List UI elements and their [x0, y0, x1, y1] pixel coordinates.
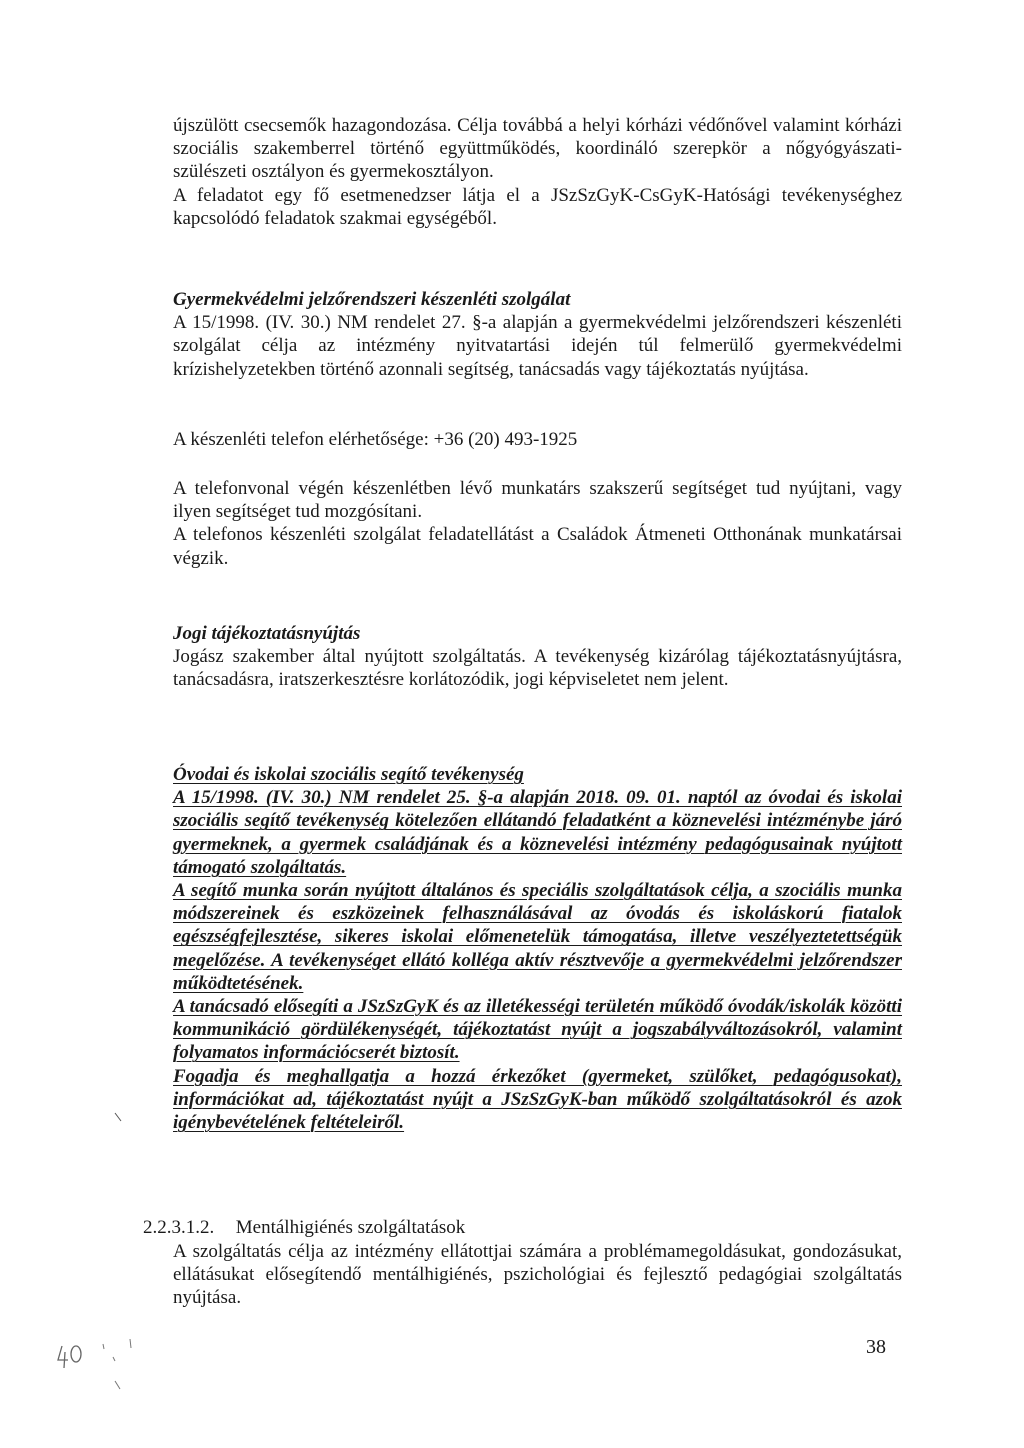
jelzorendszer-body: A 15/1998. (IV. 30.) NM rendelet 27. §-a alapján a gyermekvédelmi jelzőrendszeri készenléti szolgálat célja az intézmény nyitvatartási idején túl felmerülő gyermekvédelmi krízishelyzetekben történő azonnali segítség, tanácsadás vagy tájékoztatás nyújtása.	[173, 312, 902, 380]
telefon-paragraph: A telefonvonal végén készenlétben lévő munkatárs szakszerű segítséget tud nyújtani, vagy ilyen segítséget tud mozgósítani.	[173, 478, 902, 523]
phone-text: A készenléti telefon elérhetősége: +36 (20) 493-1925	[173, 429, 578, 450]
jogi-body: Jogász szakember által nyújtott szolgáltatás. A tevékenység kizárólag tájékoztatásnyújtásra, tanácsadásra, iratszerkesztésre korlátozódik, jogi képviseletet nem jelent.	[173, 646, 902, 691]
telefon-staff-paragraph: A telefonos készenléti szolgálat feladatellátást a Családok Átmeneti Otthonának munkatársai végzik.	[173, 524, 902, 569]
ovodai-paragraph-3: A tanácsadó elősegíti a JSzSzGyK és az illetékességi területén működő óvodák/iskolák közötti kommunikáció gördülékenységét, tájékoztatást nyújt a jogszabályváltozásokról, valamint folyamatos információcserét biztosít.	[173, 996, 902, 1064]
ovodai-section	[173, 763, 902, 1134]
section-title: Mentálhigiénés szolgáltatások	[235, 1217, 466, 1238]
intro-paragraph: újszülött csecsemők hazagondozása. Célja továbbá a helyi kórházi védőnővel valamint kórházi szociális szakemberrel történő együttműködés, koordináló szerepkör a nőgyógyászati- szülészeti osztályon és gyermekosztályon.	[173, 115, 902, 183]
ovodai-paragraph-4: Fogadja és meghallgatja a hozzá érkezőket (gyermeket, szülőket, pedagógusokat), információkat ad, tájékoztatást nyújt a JSzSzGyK-ban működő szolgáltatásokról és azok igénybevételének feltételeiről.	[173, 1065, 902, 1134]
stray-pen-mark	[103, 1344, 104, 1349]
mentalhigienes-body: A szolgáltatás célja az intézmény ellátottjai számára a problémamegoldásukat, gondozásukat, ellátásukat elősegítendő mentálhigiénés, pszichológiai és fejlesztő pedagógiai szolgáltatás nyújtása.	[173, 1241, 902, 1309]
mentalhigienes-section	[173, 1240, 902, 1310]
jogi-section	[173, 622, 902, 692]
section-number-line	[143, 1216, 465, 1239]
intro-section	[173, 114, 902, 230]
ovodai-heading: Óvodai és iskolai szociális segítő tevékenység	[173, 764, 524, 785]
intro-staff-paragraph: A feladatot egy fő esetmenedzser látja el a JSzSzGyK-CsGyK-Hatósági tevékenységhez kapcsolódó feladatok szakmai egységéből.	[173, 184, 902, 229]
ovodai-paragraph-2: A segítő munka során nyújtott általános és speciális szolgáltatások célja, a szociális munka módszereinek és eszközeinek felhasználásával az óvodás és iskoláskorú fiatalok egészségfejlesztése, sikeres iskolai előmenetelük támogatása, illetve veszélyeztetettségük megelőzése. A tevékenységet ellátó kolléga aktív résztvevője a gyermekvédelmi jelzőrendszer működtetésének.	[173, 880, 902, 994]
ovodai-paragraph-1: A 15/1998. (IV. 30.) NM rendelet 25. §-a alapján 2018. 09. 01. naptól az óvodai és iskolai szociális segítő tevékenység kötelezően ellátandó feladatként a köznevelési intézménybe járó gyermeknek, a gyermek családjának és a köznevelési intézmény pedagógusainak nyújtott támogató szolgáltatás.	[173, 787, 902, 878]
phone-line	[173, 428, 902, 451]
page-number: 38	[866, 1336, 886, 1358]
stray-pen-mark	[130, 1339, 131, 1348]
stray-pen-mark	[113, 1357, 115, 1361]
jogi-heading: Jogi tájékoztatásnyújtás	[173, 623, 361, 644]
telefon-section	[173, 477, 902, 570]
handwritten-number-mark	[58, 1346, 81, 1368]
jelzorendszer-section	[173, 288, 902, 381]
section-number: 2.2.3.1.2.	[143, 1217, 215, 1238]
stray-pen-mark	[115, 1381, 120, 1389]
jelzorendszer-heading: Gyermekvédelmi jelzőrendszeri készenléti szolgálat	[173, 289, 571, 310]
stray-pen-mark	[115, 1113, 121, 1121]
